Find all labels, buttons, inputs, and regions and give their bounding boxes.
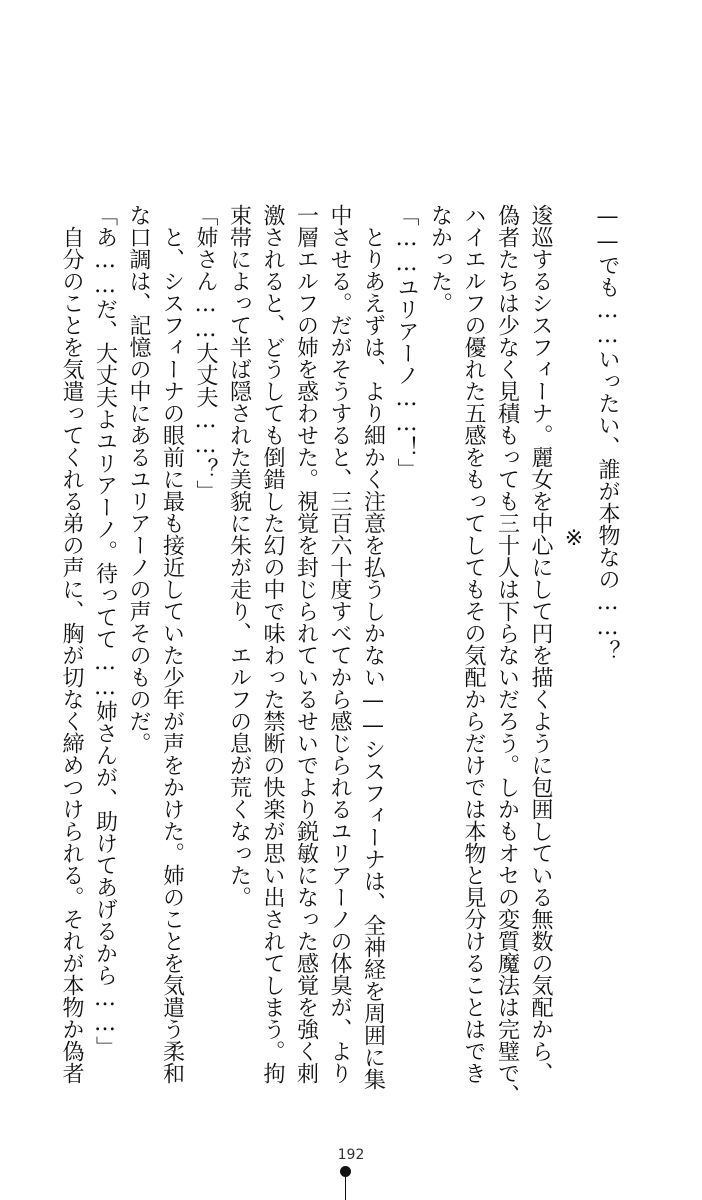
text-line: 中させる。だがそうすると、三百六十度すべてから感じられるユリアーノの体臭が、より	[327, 204, 352, 1084]
text-line: なかった。	[427, 204, 453, 314]
scene-break-mark: ※	[561, 526, 587, 551]
text-line: 偽者たちは少なく見積もっても三十人は下らないだろう。しかもオセの変質魔法は完璧で、	[494, 204, 520, 1106]
text-line: 激されると、どうしても倒錯した幻の中で味わった禁断の快楽が思い出されてしまう。拘	[260, 204, 285, 1084]
text-line: とりあえずは、より細かく注意を払うしかない——シスフィーナは、全神経を周囲に集	[360, 204, 386, 1090]
text-line: ——でも……いったい、誰が本物なの……？	[595, 204, 620, 662]
text-line: 自分のことを気遣ってくれる弟の声に、胸が切なく締めつけられる。それが本物か偽者	[59, 204, 84, 1084]
page-number: 192	[337, 1147, 365, 1163]
text-line: 束帯によって半ば隠された美貌に朱が走り、エルフの息が荒くなった。	[226, 204, 252, 908]
text-line: 一層エルフの姉を惑わせた。視覚を封じられているせいでより鋭敏になった感覚を強く刺	[293, 204, 319, 1084]
text-line: ハイエルフの優れた五感をもってしてもその気配からだけでは本物と見分けることはでき	[461, 204, 486, 1084]
text-line: 「……ユリアーノ……！」	[394, 204, 419, 480]
text-line: 逡巡するシスフィーナ。麗女を中心にして円を描くように包囲している無数の気配から、	[528, 204, 553, 1084]
vertical-text-body	[59, 204, 624, 1106]
text-line: な口調は、記憶の中にあるユリアーノの声そのものだ。	[126, 204, 151, 754]
page-marker-line	[345, 1175, 346, 1200]
text-line: と、シスフィーナの眼前に最も接近していた少年が声をかけた。姉のことを気遣う柔和	[159, 204, 185, 1084]
text-line: 「姉さん……大丈夫……？」	[193, 204, 218, 502]
text-line: 「あ……だ、大丈夫よユリアーノ。待ってて……姉さんが、助けてあげるから……」	[92, 204, 118, 1058]
